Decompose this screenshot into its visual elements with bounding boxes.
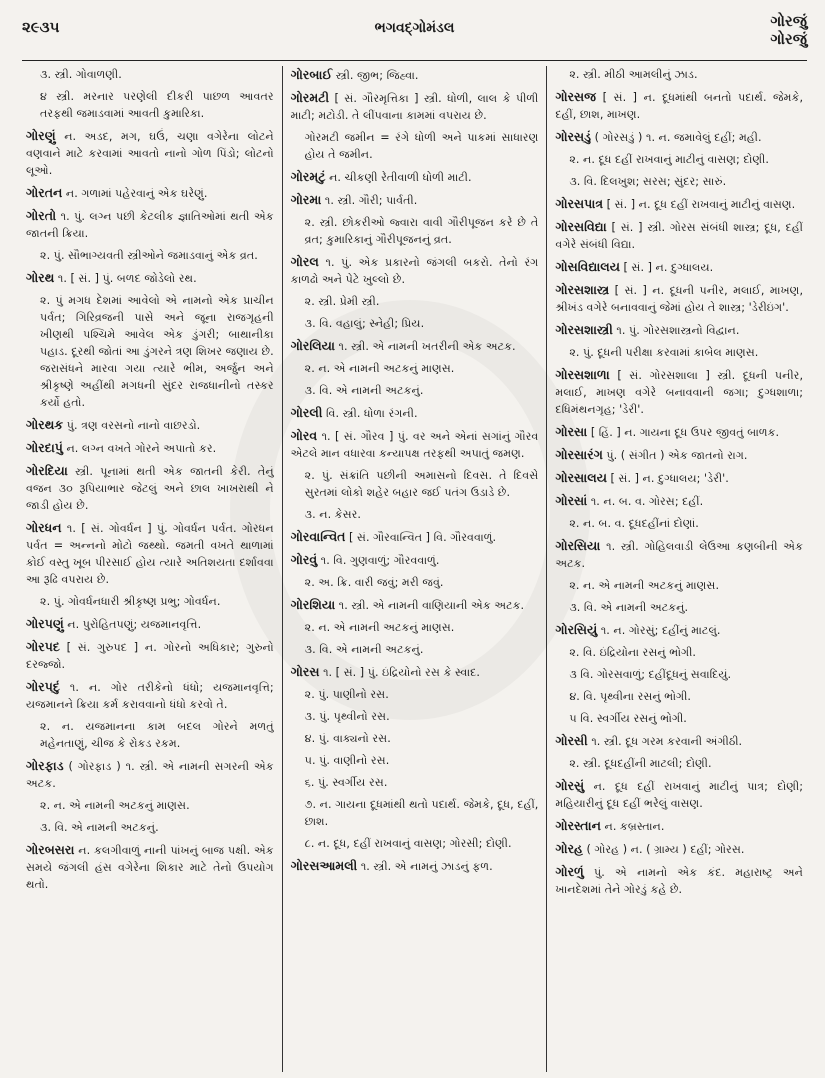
dictionary-entry [26, 127, 274, 179]
dictionary-entry [555, 777, 803, 812]
dictionary-entry [555, 492, 803, 510]
headword: ગોરળું [555, 864, 584, 879]
definition-text: ૨. ન. એ નામની અટકનું માણસ. [304, 362, 455, 375]
dictionary-entry [555, 258, 803, 276]
headword: ગોરસા [555, 424, 588, 439]
headword: ગોરશિયા [290, 597, 336, 612]
definition-text: ન. લગ્ન વખતે ગોરને અપાતો કર. [66, 442, 217, 455]
definition-text: ૨. સ્ત્રી. છોકરીઓ જ્વારા વાવી ગૌરીપૂજન કરે છે તે વ્રત; કુમારિકાનું ગૌરીપૂજનનું વ્રત. [304, 216, 539, 246]
dictionary-entry [26, 841, 274, 893]
headword: ગોરમા [290, 192, 322, 207]
dictionary-entry [555, 469, 803, 487]
definition-text: ન. ચીકણી રેતીવાળી ધોળી માટી. [329, 171, 472, 184]
definition-text: સ્ત્રી. પૂનામાં થતી એક જાતની કેરી. તેનું વજન ૩૦ રૂપિયાભાર જેટલું અને છાલ ખાખરાથી ને જાડી હોય છે. [26, 465, 274, 512]
entry-sense [291, 686, 539, 703]
dictionary-entry [555, 281, 803, 316]
entry-sense [291, 774, 539, 791]
definition-text: ૨. ન. એ નામની અટકનું માણસ. [40, 799, 190, 812]
dictionary-entry [555, 621, 803, 639]
entry-sense [291, 506, 539, 523]
definition-text: ૩ વિ. ગોરસવાળું; દહીંદૂધનું સવાદિયું. [569, 668, 732, 681]
definition-text: ગોરમટી જમીન = રંગે ધોળી અને પાકમાં સાધારણ હોય તે જમીન. [304, 131, 539, 161]
dictionary-entry [555, 195, 803, 213]
definition-text: ૨. ન. દૂધ દહીં રાખવાનું માટીનું વાસણ; દોણી. [569, 153, 769, 166]
entry-sense [555, 755, 803, 772]
definition-text: [ સં. ] ન. દુગ્ધાલય; 'ડેરી'. [610, 472, 729, 485]
definition-text: ૬. પું. સ્વર્ગીય રસ. [304, 776, 388, 789]
definition-text: ૩. પું. પૃથ્વીનો રસ. [304, 710, 390, 723]
definition-text: ૧. સ્ત્રી. એ નામનું ઝાડનું ફળ. [360, 860, 493, 873]
headword: ગોરલ [290, 254, 319, 269]
definition-text: ૩. વિ. એ નામની અટકનું. [40, 821, 159, 834]
entry-sense [291, 382, 539, 399]
definition-text: ( ગોરસડું ) ૧. ન. જમાવેલું દહીં; મહી. [594, 131, 762, 144]
headword: ગોરથક [26, 417, 64, 432]
definition-text: ૪ સ્ત્રી. મરનાર પરણેલી દીકરી પાછળ આવતર તરફથી જમાડવામાં આવતી કુમારિકા. [40, 90, 274, 120]
definition-text: ૩. ન. કેસર. [304, 508, 361, 521]
definition-text: ૨. પું. દૂધની પરીક્ષા કરવામાં કાબેલ માણસ. [569, 346, 759, 359]
headword: ગોરફાડ [26, 758, 64, 773]
dictionary-entry [555, 321, 803, 339]
column-2 [282, 66, 547, 1072]
entry-sense [291, 574, 539, 591]
entry-sense [291, 641, 539, 658]
headword: ગોરવાન્વિત [290, 529, 346, 544]
dictionary-entry [555, 218, 803, 253]
definition-text: પું. ત્રણ વરસનો નાનો વાછરડો. [66, 419, 201, 432]
dictionary-entry [291, 191, 539, 209]
definition-text: ( ગોરહ ) ન. ( ગ્રામ્ય ) દહીં; ગોરસ. [586, 843, 745, 856]
headword: ગોરપણું [26, 616, 64, 631]
headword: ગોરસપાત્ર [555, 196, 604, 211]
entry-sense [555, 666, 803, 683]
dictionary-entry [291, 168, 539, 186]
definition-text: ૨. સ્ત્રી. પ્રેમી સ્ત્રી. [304, 295, 380, 308]
headword: ગોરસાલય [555, 470, 607, 485]
headword: ગોરથ [26, 270, 55, 285]
definition-text: ૨. ન. એ નામની અટકનું માણસ. [569, 579, 720, 592]
entry-sense [26, 797, 274, 814]
definition-text: ૩. વિ. વહાલું; સ્નેહી; પ્રિય. [304, 317, 425, 330]
headword: ગોરમટી [290, 90, 330, 105]
dictionary-entry [291, 89, 539, 124]
dictionary-entry [555, 732, 803, 750]
definition-text: ન. કબ્રસ્તાન. [604, 820, 665, 833]
dictionary-entry [26, 638, 274, 673]
definition-text: ન. દૂધ દહીં રાખવાનું માટીનું પાત્ર; દોણી; મહિયારીનું દૂધ દહીં ભરેલું વાસણ. [555, 780, 804, 810]
definition-text: ૧. [ સં. ગોવર્ધન ] પું. ગોવર્ધન પર્વત. ગોરધન પર્વત = અન્નનો મોટો જથ્થો. જમતી વખતે થાળામાં કોઈ વસ્તુ ખૂબ પીરસાઈ હોય ત્યારે અતિશયતા દર્શાવવા આ રૂઢિ વપરાય છે. [26, 522, 274, 586]
entry-sense [555, 644, 803, 661]
entry-sense [26, 247, 274, 264]
definition-text: ( ગોરફાડ ) ૧. સ્ત્રી. એ નામની સગરની એક અટક. [26, 760, 274, 790]
dictionary-entry [291, 427, 539, 462]
entry-sense [26, 593, 274, 610]
dictionary-entry [291, 663, 539, 681]
headword: ગોરવું [290, 552, 318, 567]
headword: ગોરદિયા [26, 463, 68, 478]
definition-text: [ સં. ગુરુપદ ] ન. ગોરનો અધિકાર; ગુરુનો દરજ્જો. [26, 641, 274, 671]
dictionary-entry [26, 678, 274, 713]
header-rule [22, 60, 807, 61]
headword: ગોરબાઈ [290, 67, 333, 82]
definition-text: ૫. પું. વાણીનો રસ. [304, 754, 390, 767]
headword: ગોરમટું [290, 169, 326, 184]
definition-text: [ સં. ગોરસશાલા ] સ્ત્રી. દૂધની પનીર, મલાઈ, માખણ વગેરે બનાવવાની જગા; દુગ્ધશાળા; દધિમંથનગૃહ; 'ડેરી'. [555, 369, 804, 416]
definition-text: સ્ત્રી. જીભ; જિહ્વા. [335, 69, 419, 82]
headword: ગોરલિયા [290, 338, 335, 353]
guide-words [770, 12, 807, 48]
definition-text: ૧. [ સં. ] પું. ઇંદ્રિયોનો રસ કે સ્વાદ. [323, 666, 480, 679]
headword: ગોરસિયા [555, 538, 601, 553]
dictionary-entry [291, 857, 539, 875]
entry-sense [291, 619, 539, 636]
entry-sense [555, 577, 803, 594]
definition-text: ૧. ન. ગોરસું; દહીંનું માટલું. [600, 624, 721, 637]
dictionary-entry [26, 615, 274, 633]
definition-text: ૧. [ સં. ગૌરવ ] પું. વર અને એનાં સગાંનું ગૌરવ એટલે માન વધારવા કન્યાપક્ષ તરફથી અપાતું જમણ. [290, 430, 539, 460]
definition-text: ૧. પું. એક પ્રકારનો જંગલી બકરો. તેનો રંગ કાળઢો અને પેટે ખુલ્લો છે. [290, 256, 539, 286]
headword: ગોરસડું [555, 129, 592, 144]
definition-text: ૨. ન. બ. વ. દૂધદહીંનાં દોણાં. [569, 517, 699, 530]
entry-sense [291, 360, 539, 377]
page-number: ૨૯૩૫ [22, 18, 60, 36]
dictionary-entry [555, 537, 803, 572]
entry-sense [555, 173, 803, 190]
headword: ગોરપદ [26, 639, 60, 654]
entry-sense [291, 214, 539, 248]
dictionary-entry [26, 757, 274, 792]
definition-text: ૨. પું. ગોવર્ધનધારી શ્રીકૃષ્ણ પ્રભુ; ગોવર્ધન. [40, 595, 221, 608]
definition-text: ૩. વિ. એ નામની અટકનું. [569, 601, 689, 614]
column-1 [18, 66, 282, 1072]
definition-text: [ સં. ] ન. દુગ્ધાલય. [623, 261, 714, 274]
headword: ગોરસું [555, 778, 585, 793]
definition-text: [ સં. ] ન. દૂધની પનીર, મલાઈ, માખણ, શ્રીખંડ વગેરે બનાવવાનું જેમાં હોય તે શાસ્ત્ર; 'ડેરીઇંગ'. [555, 284, 803, 314]
headword: ગોરસજ [555, 89, 597, 104]
definition-text: [ સં. ગૌરવાન્વિત ] વિ. ગૌરવવાળું. [348, 531, 496, 544]
definition-text: ૨. સ્ત્રી. દૂધદહીંની માટલી; દોણી. [569, 757, 712, 770]
definition-text: ૩. સ્ત્રી. ગોવાળણી. [40, 68, 122, 81]
dictionary-entry [26, 269, 274, 287]
headword: ગોરસશાસ્ત્ર [555, 282, 610, 297]
dictionary-entry [555, 88, 803, 123]
definition-text: વિ. સ્ત્રી. ધોળા રંગની. [325, 407, 418, 420]
entry-sense [291, 752, 539, 769]
dictionary-entry [291, 528, 539, 546]
definition-text: ૧. પું. લગ્ન પછી કેટલીક જ્ઞાતિઓમાં થતી એક જાતની ક્રિયા. [26, 210, 274, 240]
definition-text: પું. ( સંગીત ) એક જાતનો રાગ. [606, 449, 748, 462]
dictionary-entry [291, 66, 539, 84]
guide-word-last: ગોરજું [770, 30, 807, 48]
definition-text: ન. પુરોહિતપણું; યજમાનવૃત્તિ. [67, 618, 202, 631]
entry-sense [555, 599, 803, 616]
definition-text: ૧. સ્ત્રી. ગૌરી; પાર્વતી. [324, 194, 418, 207]
dictionary-entry [555, 817, 803, 835]
headword: ગોરસવિદ્યા [555, 219, 607, 234]
definition-text: ન. અડદ, મગ, ઘઉં, ચણા વગેરેના લોટને વણવાને માટે કરવામાં આવતો નાનો ગોળ પિંડો; લોટનો લૂઓ. [26, 130, 274, 177]
definition-text: ૨. પું. સૌભાગ્યવતી સ્ત્રીઓને જમાડવાનું એક વ્રત. [40, 249, 258, 262]
entry-sense [26, 292, 274, 411]
definition-text: ૪. વિ. પૃથ્વીના રસનું ભોગી. [569, 690, 691, 703]
definition-text: ૨. વિ. ઇંદ્રિયોના રસનું ભોગી. [569, 646, 696, 659]
headword: ગોરસિયું [555, 622, 598, 637]
headword: ગોરસશાસ્ત્રી [555, 322, 613, 337]
headword: ગોરસાં [555, 493, 588, 508]
entry-sense [555, 515, 803, 532]
definition-text: ૧. [ સં. ] પું. બળદ જોડેલો રથ. [57, 272, 197, 285]
headword: ગોરણું [26, 128, 56, 143]
headword: ગોરસી [555, 733, 588, 748]
headword: ગોરધન [26, 520, 62, 535]
dictionary-entry [26, 184, 274, 202]
dictionary-entry [555, 863, 803, 898]
dictionary-entry [291, 551, 539, 569]
definition-text: ૨. સ્ત્રી. મીઠી આમલીનું ઝાડ. [569, 68, 698, 81]
dictionary-entry [291, 253, 539, 288]
headword: ગોરસ્તાન [555, 818, 601, 833]
definition-text: ૧. સ્ત્રી. એ નામની ખતરીની એક અટક. [338, 340, 516, 353]
definition-text: ૨. ન. યજમાનના કામ બદલ ગોરને મળતું મહેનતાણું, ચીજ કે રોકડ રકમ. [40, 720, 274, 750]
definition-text: ૩. વિ. એ નામની અટકનું. [304, 384, 424, 397]
definition-text: ૩. વિ. એ નામની અટકનું. [304, 643, 424, 656]
headword: ગોરતો [26, 208, 57, 223]
definition-text: ૨. પું. પાણીનો રસ. [304, 688, 389, 701]
headword: ગોરસારંગ [555, 447, 603, 462]
dictionary-entry [555, 128, 803, 146]
entry-sense [291, 835, 539, 852]
dictionary-entry [26, 439, 274, 457]
entry-sense [291, 467, 539, 501]
definition-text: ૧. સ્ત્રી. ગોહિલવાડી લેઉઆ કણબીની એક અટક. [555, 540, 804, 570]
guide-word-first: ગોરજું [770, 12, 807, 30]
column-3 [546, 66, 811, 1072]
definition-text: ન. ગળામાં પહેરવાનું એક ઘરેણું. [65, 187, 208, 200]
headword: ગોરતન [26, 185, 63, 200]
page-header [22, 8, 807, 60]
definition-text: [ હિં. ] ન. ગાયના દૂધ ઉપર જીવતું બાળક. [590, 426, 780, 439]
dictionary-entry [291, 337, 539, 355]
definition-text: ૩. વિ. દિલખુશ; સરસ; સુંદર; સારું. [569, 175, 727, 188]
dictionary-entry [26, 462, 274, 514]
dictionary-columns [18, 66, 811, 1072]
definition-text: [ સં. ગૌરમૃત્તિકા ] સ્ત્રી. ધોળી, લાલ કે પીળી માટી; મટોડી. તે લીંપવાના કામમાં વપરાય છે. [290, 92, 539, 122]
headword: ગોરબસરા [26, 842, 75, 857]
dictionary-entry [555, 840, 803, 858]
definition-text: ૧. વિ. ગુણવાળું; ગૌરવવાળું. [320, 554, 440, 567]
headword: ગોરદાપું [26, 440, 63, 455]
definition-text: ૪. પું. વાક્યનો રસ. [304, 732, 391, 745]
definition-text: ૨. ન. એ નામની અટકનું માણસ. [304, 621, 455, 634]
dictionary-entry [555, 423, 803, 441]
entry-sense [26, 88, 274, 122]
headword: ગોરવ [290, 428, 318, 443]
entry-sense [291, 315, 539, 332]
entry-sense [555, 66, 803, 83]
headword: ગોરહ [555, 841, 583, 856]
entry-sense [26, 66, 274, 83]
headword: ગોરપદું [26, 679, 60, 694]
headword: ગોરસ [290, 664, 320, 679]
entry-sense [26, 718, 274, 752]
entry-sense [555, 151, 803, 168]
dictionary-entry [26, 207, 274, 242]
dictionary-entry [555, 446, 803, 464]
headword: ગોરસઆમલી [290, 858, 358, 873]
definition-text: [ સં. ] ન. દૂધમાંથી બનતો પદાર્થ. જેમકે, દહીં, છાશ, માખણ. [555, 91, 803, 121]
definition-text: ૧. ન. ગોર તરીકેનો ધંધો; યજમાનવૃત્તિ; યજમાનને ક્રિયા કર્મ કરાવવાનો ધંધો કરવો તે. [26, 681, 274, 711]
definition-text: ૨. પું. સંક્રાંતિ પછીની અમાસનો દિવસ. તે દિવસે સુરતમાં લોકો શહેર બહાર જઈ પતંગ ઉડાડે છે. [304, 469, 539, 499]
definition-text: પું. એ નામનો એક કંદ. મહારાષ્ટ્ર અને ખાનદેશમાં તેને ગોરડું કહે છે. [555, 866, 804, 896]
dictionary-entry [26, 519, 274, 588]
dictionary-entry [291, 596, 539, 614]
definition-text: ૭. ન. ગાયના દૂધમાંથી થતો પદાર્થ. જેમકે, દૂધ, દહીં, છાશ. [304, 798, 539, 828]
entry-sense [291, 708, 539, 725]
entry-sense [555, 688, 803, 705]
definition-text: ૧. સ્ત્રી. એ નામની વાણિયાની એક અટક. [338, 599, 525, 612]
dictionary-entry [291, 404, 539, 422]
entry-sense [26, 819, 274, 836]
definition-text: ૮. ન. દૂધ, દહીં રાખવાનું વાસણ; ગોરસી; દોણી. [304, 837, 512, 850]
book-title: ભગવદ્ગોમંડલ [374, 20, 455, 36]
definition-text: ૧. ન. બ. વ. ગોરસ; દહીં. [590, 495, 704, 508]
headword: ગોસવિદ્યાલય [555, 259, 620, 274]
definition-text: ૧. સ્ત્રી. દૂધ ગરમ કરવાની અંગીઠી. [591, 735, 743, 748]
definition-text: ૨. પું મગધ દેશમાં આવેલો એ નામનો એક પ્રાચીન પર્વત; ગિરિવ્રજની પાસે અને જૂના રાજગૃહની ખીણથી પશ્ચિમે આવેલ એક ડુંગરી; બાથાનીકા પહાડ. દૂરથી જોતાં આ ડુંગરને ત્રણ શિખર જણાય છે. જરાસંધને મારવા ગયા ત્યારે ભીમ, અર્જુન અને શ્રીકૃષ્ણે અહીંથી મગધની સુંદર રાજધાનીનો તસ્કર કર્યો હતો. [40, 294, 274, 409]
headword: ગોરસશાળા [555, 367, 610, 382]
headword: ગોરલી [290, 405, 323, 420]
definition-text: [ સં. ] સ્ત્રી. ગોરસ સંબંધી શાસ્ત્ર; દૂધ, દહીં વગેરે સંબંધી વિદ્યા. [555, 221, 804, 251]
entry-sense [291, 293, 539, 310]
entry-sense [291, 796, 539, 830]
entry-sense [291, 129, 539, 163]
entry-sense [555, 710, 803, 727]
dictionary-entry [555, 366, 803, 418]
definition-text: ન. કલગીવાળું નાની પાંખનું બાજ પક્ષી. એક સમયે જંગલી હંસ વગેરેના શિકાર માટે તેનો ઉપયોગ થતો. [26, 844, 274, 891]
definition-text: ૫ વિ. સ્વર્ગીય રસનું ભોગી. [569, 712, 687, 725]
entry-sense [555, 344, 803, 361]
entry-sense [291, 730, 539, 747]
definition-text: ૧. પું. ગોરસશાસ્ત્રનો વિદ્વાન. [616, 324, 740, 337]
dictionary-entry [26, 416, 274, 434]
definition-text: [ સં. ] ન. દૂધ દહીં રાખવાનું માટીનું વાસણ. [606, 198, 796, 211]
definition-text: ૨. અ. ક્રિ. વારી જવું; મરી જવું. [304, 576, 444, 589]
